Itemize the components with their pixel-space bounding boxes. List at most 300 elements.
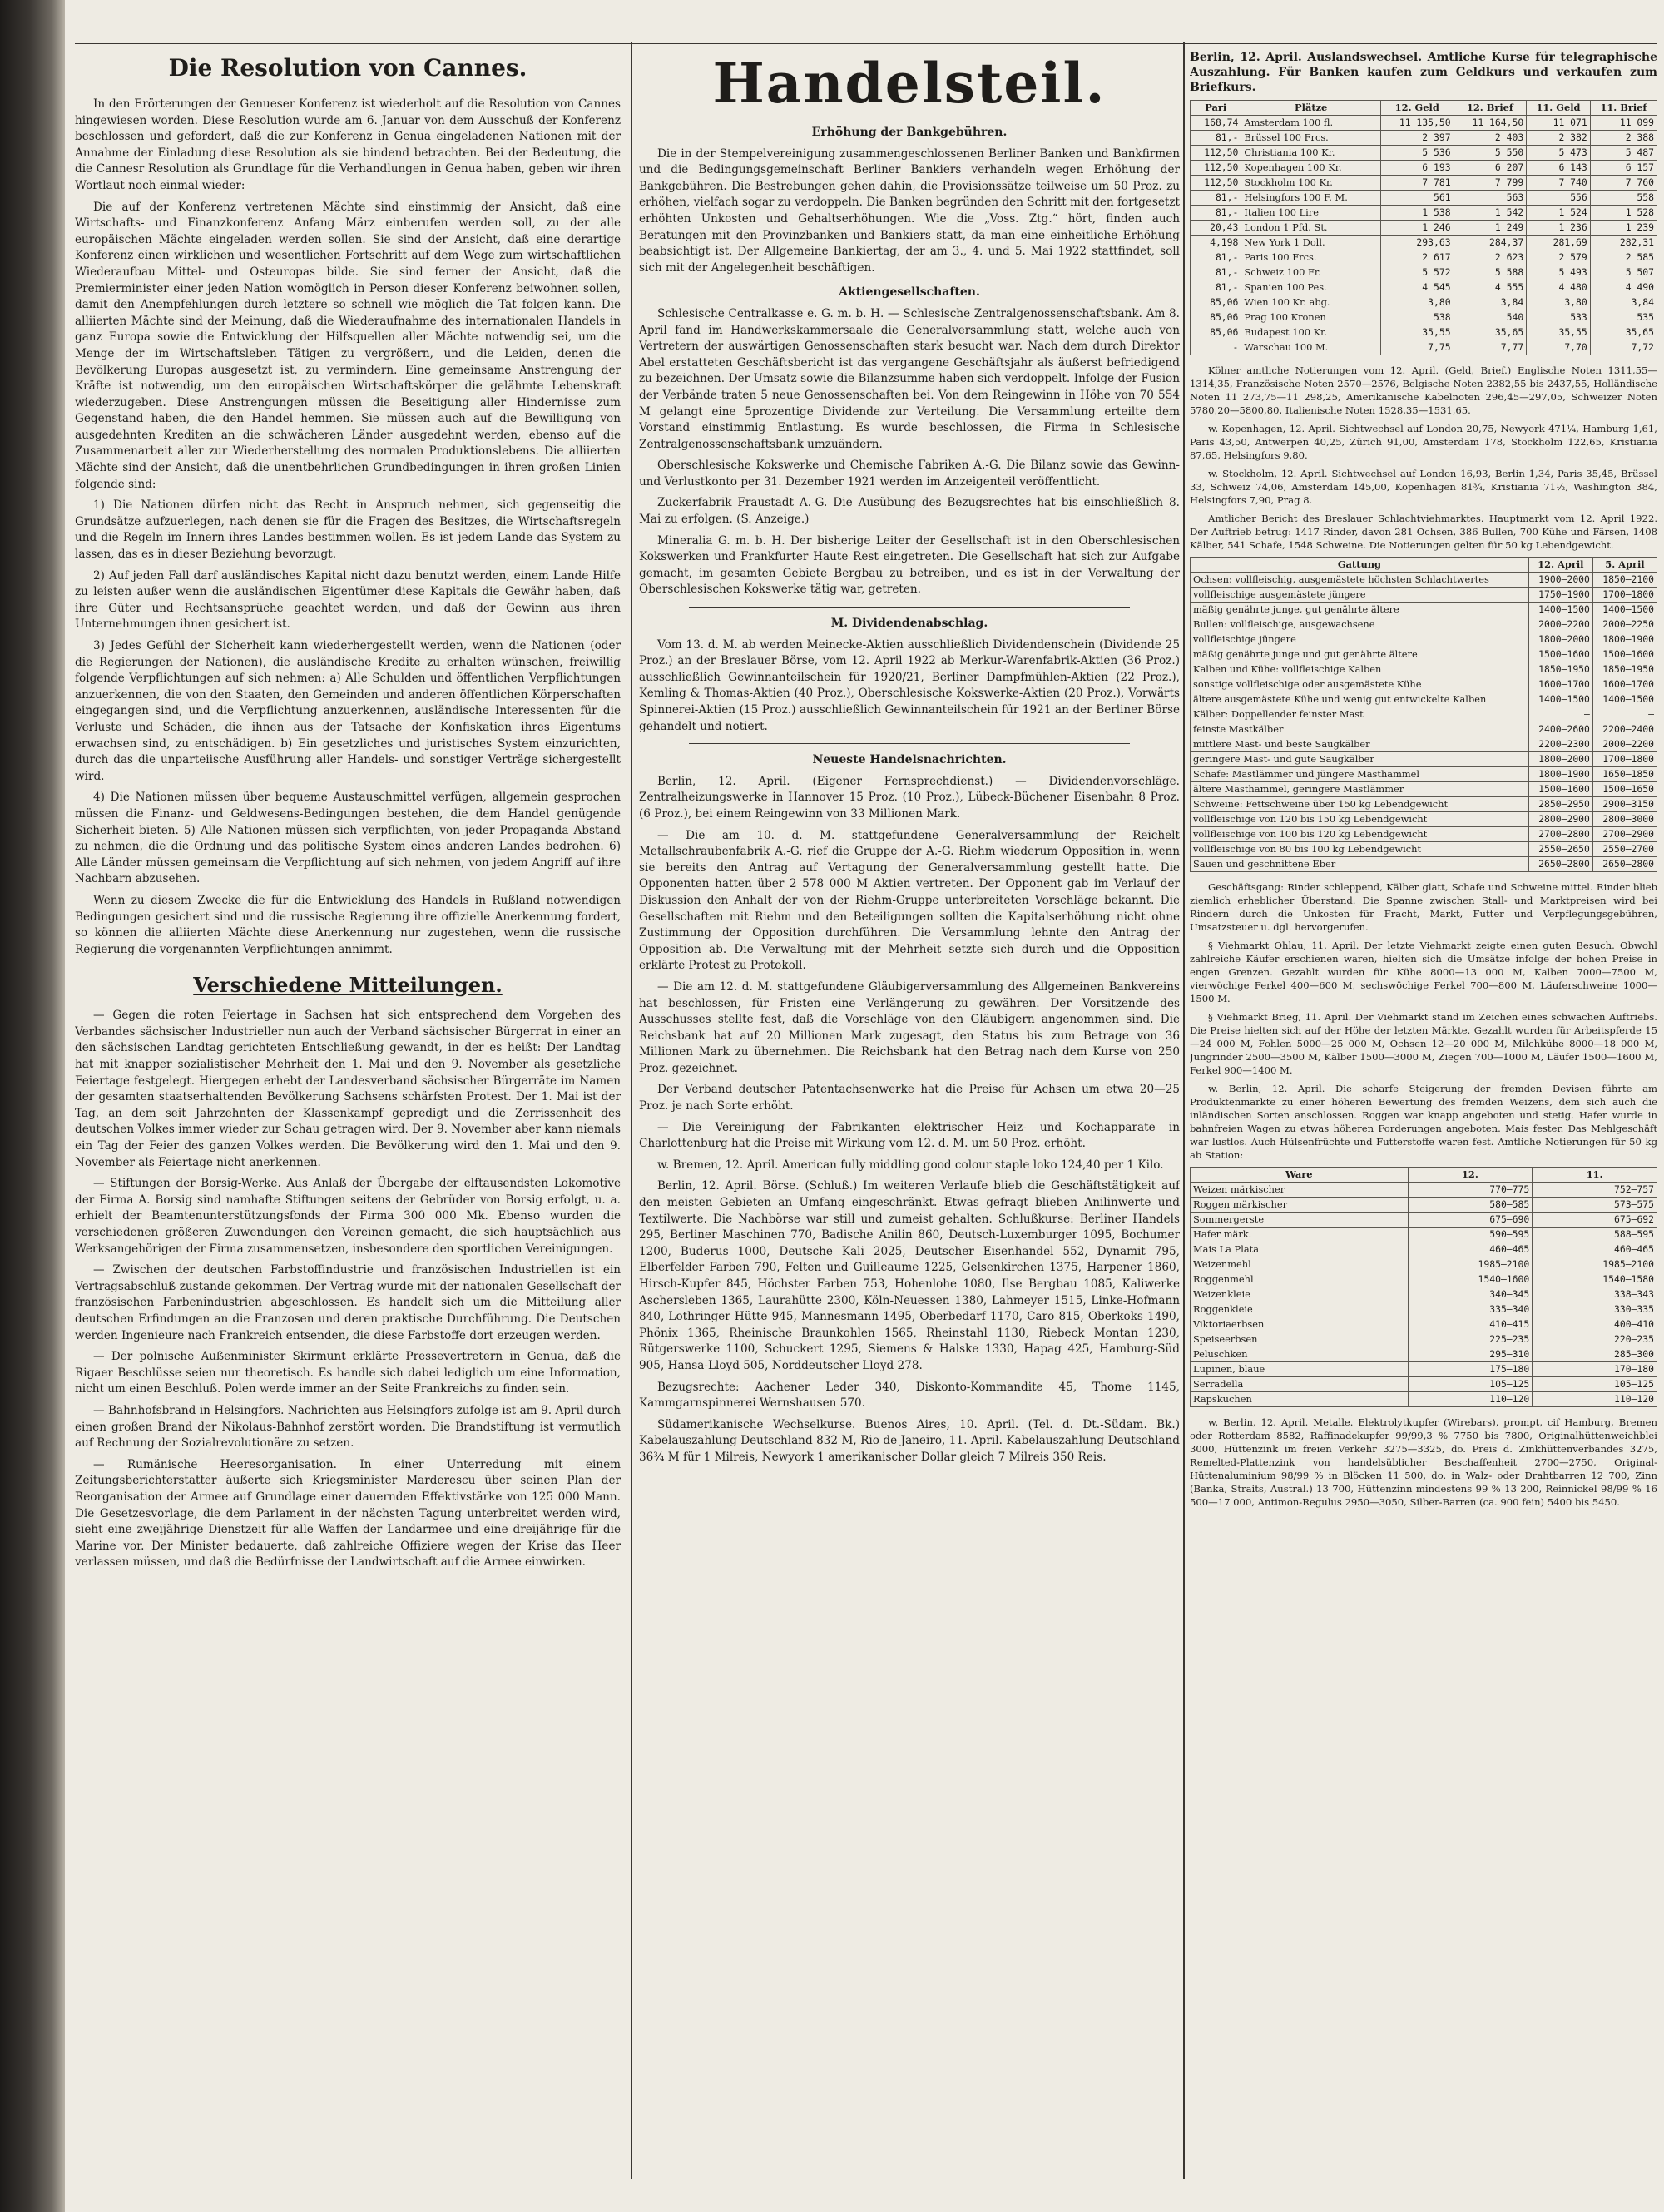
table-cell: 285—300: [1533, 1347, 1657, 1362]
table-cell: Sauen und geschnittene Eber: [1191, 857, 1529, 872]
subheading: Aktiengesellschaften.: [839, 285, 980, 300]
table-cell: 338—343: [1533, 1287, 1657, 1302]
table-cell: Viktoriaerbsen: [1191, 1317, 1409, 1332]
table-cell: 460—465: [1533, 1242, 1657, 1257]
table-row: [1191, 221, 1657, 236]
table-row: [1191, 1347, 1657, 1362]
paragraph: Die auf der Konferenz vertretenen Mächte sind einstimmig der Ansicht, daß eine Wirtschafts- und Finanzkonferenz Anfang März einberufen werden soll, zu der alle europäischen Mächte eingeladen werden sollen. Sie sind der Ansicht, daß eine derartige Konferenz einen wirklichen und wesentlichen Fortschritt auf dem Wege zum wirtschaftlichen Wiederaufbau Mittel- und Osteuropas bilde. Sie sind ferner der Ansicht, daß die Premierminister einer jeden Nation womöglich in Person dieser Konferenz beiwohnen sollen, damit den Anempfehlungen durch letztere so schnell wie möglich die Tat folgen kann. Die alliierten Mächte sind der Meinung, daß die Wiederaufnahme des internationalen Handels in ganz Europa sowie die Entwicklung der Hilfsquellen aller Mächte notwendig sei, um die Menge der im Wirtschaftsleben Tätigen zu vergrößern, und die Leiden, denen die Bevölkerung Europas ausgesetzt ist, zu vermindern. Eine gemeinsame Anstrengung der Kräfte ist notwendig, um den europäischen Wirtschaftskörper die gelähmte Lebenskraft wiederzugeben. Diese Anstrengungen müssen die Beseitigung aller Hindernisse zum Gegenstand haben, die den Handel hemmen. Sie müssen auch auf die Bewilligung von ausgedehnten Krediten an die schwächeren Länder ausgedehnt werden, ebenso auf die Zusammenarbeit aller zur Wiederherstellung des normalen Produktionslebens. Die alliierten Mächte sind der Ansicht, daß die unentbehrlichen Grundbedingungen in ihren großen Linien folgende sind:: [75, 200, 621, 491]
table-cell: 1 538: [1380, 206, 1454, 221]
table-row: [1191, 737, 1657, 752]
table-row: [1191, 797, 1657, 812]
table-cell: Warschau 100 M.: [1241, 340, 1381, 355]
paragraph: 3) Jedes Gefühl der Sicherheit kann wiederhergestellt werden, wenn die Nationen (oder die Regierungen der Nationen), die ausländische Kredite zu erhalten wünschen, freiwillig folgende Verpflichtungen auf sich nehmen: a) Alle Schulden und öffentlichen Verpflichtungen anzuerkennen, die von den Staaten, den Gemeinden und anderen öffentlichen Körperschaften eingegangen sind, und die Verpflichtung anzuerkennen, ausländische Interessenten für die Verluste und Schäden, die ihnen aus der Tatsache der Konfiskation ihres Eigentums erwachsen sind, zu entschädigen. b) Ein gesetzliches und juristisches System einzurichten, durch das die unparteiische Ausführung aller Handels- und sonstiger Verträge sichergestellt wird.: [75, 639, 621, 783]
right-column: [1190, 50, 1657, 2179]
table-cell: 1650—1850: [1592, 767, 1657, 782]
table-cell: 5 550: [1454, 146, 1527, 161]
table-cell: 7,77: [1454, 340, 1527, 355]
table-cell: 7 799: [1454, 176, 1527, 191]
middle-column: [639, 50, 1180, 2179]
column-header: 11.: [1533, 1168, 1657, 1183]
table-row: [1191, 632, 1657, 647]
column-header: 12.: [1408, 1168, 1533, 1183]
table-cell: 1 528: [1590, 206, 1657, 221]
table-cell: 81,-: [1191, 280, 1241, 295]
table-cell: 112,50: [1191, 146, 1241, 161]
table-cell: 293,63: [1380, 236, 1454, 250]
table-cell: 2900—3150: [1592, 797, 1657, 812]
paragraph: In den Erörterungen der Genueser Konferenz ist wiederholt auf die Resolution von Cannes hingewiesen worden. Diese Resolution wurde am 6. Januar von dem Ausschuß der Konferenz beschlossen und gefordert, daß die zur Konferenz in Genua eingeladenen Nationen mit der Annahme der Einladung diese Resolution als sie bindend betrachten. Bei der Bedeutung, die die Cannesr Resolution als Grundlage für die Verhandlungen in Genua haben, geben wir ihren Wortlaut noch einmal wieder:: [75, 97, 621, 192]
table-row: [1191, 1183, 1657, 1198]
left-column: [75, 50, 621, 2179]
table-cell: 7 760: [1590, 176, 1657, 191]
table-cell: 7,70: [1527, 340, 1591, 355]
table-cell: 533: [1527, 310, 1591, 325]
table-cell: 400—410: [1533, 1317, 1657, 1332]
table-cell: 6 207: [1454, 161, 1527, 176]
paragraph: w. Bremen, 12. April. American fully middling good colour staple loko 124,40 per 1 Kilo.: [657, 1158, 1164, 1172]
table-cell: mäßig genährte junge, gut genährte ältere: [1191, 603, 1529, 617]
table-cell: Roggen märkischer: [1191, 1198, 1409, 1213]
table-cell: Helsingfors 100 F. M.: [1241, 191, 1381, 206]
grain-prices-table: [1190, 1167, 1657, 1407]
table-cell: 81,-: [1191, 250, 1241, 265]
table-cell: 535: [1590, 310, 1657, 325]
table-cell: 1400—1500: [1592, 692, 1657, 707]
table-cell: Weizenkleie: [1191, 1287, 1409, 1302]
column-header: 11. Geld: [1527, 101, 1591, 116]
table-cell: 6 157: [1590, 161, 1657, 176]
table-cell: 35,55: [1380, 325, 1454, 340]
paragraph: Berlin, 12. April. Börse. (Schluß.) Im weiteren Verlaufe blieb die Geschäftstätigkeit auf den meisten Gebieten an Umfang eingeschränkt. Etwas gefragt blieben Anilinwerte und Textilwerte. Die Nachbörse war still und zumeist gehalten. Schlußkurse: Berliner Handels 295, Berliner Maschinen 770, Badische Anilin 860, Deutsch-Luxemburger 1095, Bochumer 1200, Buderus 1000, Deutsche Kali 2025, Deutscher Eisenhandel 552, Dynamit 795, Elberfelder Farben 790, Felten und Guilleaume 1225, Gelsenkirchen 1375, Harpener 1860, Hirsch-Kupfer 845, Höchster Farben 753, Hohenlohe 1080, Ilse Bergbau 1085, Kaliwerke Aschersleben 1365, Laurahütte 2300, Köln-Neuessen 1380, Lahmeyer 1515, Linke-Hofmann 840, Lothringer Hütte 945, Mannesmann 1495, Oberbedarf 1170, Caro 815, Oberkoks 1490, Phönix 1365, Rheinische Braunkohlen 1565, Rheinstahl 1130, Riebeck Montan 1230, Rütgerswerke 1100, Schuckert 1295, Siemens & Halske 1330, Hapag 425, Hamburg-Süd 905, Hansa-Lloyd 505, Norddeutscher Lloyd 278.: [639, 1179, 1180, 1372]
section-title: Verschiedene Mitteilungen.: [193, 973, 503, 998]
paragraph: § Viehmarkt Brieg, 11. April. Der Viehmarkt stand im Zeichen eines schwachen Auftriebs. Die Preise hielten sich auf der Höhe der letzten Märkte. Gezahlt wurden für Arbeitspferde 15—24 000 M, Fohlen 5000—25 000 M, Ochsen 12—20 000 M, Milchkühe 8000—18 000 M, Jungrinder 2500—3500 M, Kälber 1500—3000 M, Ziegen 700—1000 M, Läufer 1500—1600 M, Ferkel 900—1400 M.: [1190, 1011, 1657, 1076]
table-row: [1191, 767, 1657, 782]
newspaper-page: [65, 0, 1664, 2212]
table-cell: 2 617: [1380, 250, 1454, 265]
table-cell: Kopenhagen 100 Kr.: [1241, 161, 1381, 176]
exchange-rates-table: [1190, 100, 1657, 355]
paragraph: Amtlicher Bericht des Breslauer Schlachtviehmarktes. Hauptmarkt vom 12. April 1922. Der Auftrieb betrug: 1417 Rinder, davon 281 Ochsen, 386 Bullen, 700 Kühe und Färsen, 1408 Kälber, 541 Schafe, 1548 Schweine. Die Notierungen gelten für 50 kg Lebendgewicht.: [1190, 513, 1657, 551]
table-cell: 295—310: [1408, 1347, 1533, 1362]
table-cell: 85,06: [1191, 310, 1241, 325]
table-row: [1191, 603, 1657, 617]
table-cell: Serradella: [1191, 1377, 1409, 1392]
table-cell: 20,43: [1191, 221, 1241, 236]
table-cell: Schweine: Fettschweine über 150 kg Lebendgewicht: [1191, 797, 1529, 812]
table-row: [1191, 1332, 1657, 1347]
separator: [689, 607, 1130, 608]
table-cell: 6 193: [1380, 161, 1454, 176]
table-cell: 1985—2100: [1533, 1257, 1657, 1272]
table-cell: Roggenmehl: [1191, 1272, 1409, 1287]
table-cell: 1900—2000: [1528, 573, 1592, 588]
table-cell: vollfleischige ausgemästete jüngere: [1191, 588, 1529, 603]
table-row: [1191, 677, 1657, 692]
table-cell: 220—235: [1533, 1332, 1657, 1347]
table-cell: 81,-: [1191, 191, 1241, 206]
table-cell: 1750—1900: [1528, 588, 1592, 603]
table-cell: —: [1592, 707, 1657, 722]
table-row: [1191, 161, 1657, 176]
table-cell: Rapskuchen: [1191, 1392, 1409, 1407]
table-cell: 573—575: [1533, 1198, 1657, 1213]
paragraph: Südamerikanische Wechselkurse. Buenos Aires, 10. April. (Tel. d. Dt.-Südam. Bk.) Kabelauszahlung Deutschland 832 M, Rio de Janeiro, 11. April. Kabelauszahlung Deutschland 36¾ M für 1 Milreis, Newyork 1 amerikanischer Dollar gleich 7 Milreis 350 Reis.: [639, 1417, 1180, 1464]
table-cell: 2 403: [1454, 131, 1527, 146]
table-cell: 558: [1590, 191, 1657, 206]
table-cell: 580—585: [1408, 1198, 1533, 1213]
table-cell: 110—120: [1408, 1392, 1533, 1407]
paragraph: § Viehmarkt Ohlau, 11. April. Der letzte Viehmarkt zeigte einen guten Besuch. Obwohl zahlreiche Käufer erschienen waren, hielten sich die Umsätze infolge der hohen Preise in engen Grenzen. Gezahlt wurden für Kühe 8000—13 000 M, Kalben 7000—7500 M, vierwöchige Ferkel 400—600 M, sechswöchige Ferkel 700—800 M, Läuferschweine 1000—1500 M.: [1190, 940, 1657, 1004]
table-cell: 2 397: [1380, 131, 1454, 146]
table-cell: 556: [1527, 191, 1591, 206]
paragraph: — Gegen die roten Feiertage in Sachsen hat sich entsprechend dem Vorgehen des Verbandes sächsischer Industrieller nun auch der Verband sächsischer Bürgerrat in einer an den sächsischen Landtag gerichteten Entschließung gewandt, in der es heißt: Der Landtag hat mit knapper sozialistischer Mehrheit den 1. Mai und den 9. November als gesetzliche Feiertage festgelegt. Hiergegen erhebt der Landesverband sächsischer Bürgerräte im Namen der gesamten staatserhaltenden Bevölkerung Sachsens schärfsten Protest. Der 1. Mai ist der Tag, an dem seit Jahrzehnten der Klassenkampf gepredigt und die Zerrissenheit des deutschen Volkes immer wieder zur Schau getragen wird. Der 9. November aber kann niemals ein Tag der Feier des ganzen Volkes werden. Die Bevölkerung wird den 1. Mai und den 9. November als Feiertage nicht anerkennen.: [75, 1009, 621, 1169]
table-row: [1191, 340, 1657, 355]
table-cell: 1850—2100: [1592, 573, 1657, 588]
table-cell: 284,37: [1454, 236, 1527, 250]
table-cell: mäßig genährte junge und gut genährte ältere: [1191, 647, 1529, 662]
table-cell: 1800—1900: [1528, 767, 1592, 782]
table-cell: 1700—1800: [1592, 752, 1657, 767]
table-cell: Bullen: vollfleischige, ausgewachsene: [1191, 617, 1529, 632]
table-cell: 5 493: [1527, 265, 1591, 280]
column-header: 12. Brief: [1454, 101, 1527, 116]
table-cell: Speiseerbsen: [1191, 1332, 1409, 1347]
table-cell: 2 579: [1527, 250, 1591, 265]
table-cell: 282,31: [1590, 236, 1657, 250]
column-header: 11. Brief: [1590, 101, 1657, 116]
table-cell: 590—595: [1408, 1228, 1533, 1242]
table-row: [1191, 1377, 1657, 1392]
column-header: 12. April: [1528, 558, 1592, 573]
table-cell: 2200—2400: [1592, 722, 1657, 737]
column-rule: [1183, 42, 1185, 2179]
table-cell: 752—757: [1533, 1183, 1657, 1198]
table-cell: sonstige vollfleischige oder ausgemästete Kühe: [1191, 677, 1529, 692]
table-cell: Wien 100 Kr. abg.: [1241, 295, 1381, 310]
table-cell: 3,80: [1527, 295, 1591, 310]
table-cell: 2 382: [1527, 131, 1591, 146]
paragraph: w. Kopenhagen, 12. April. Sichtwechsel auf London 20,75, Newyork 471¼, Hamburg 1,61, Paris 43,50, Antwerpen 40,25, Zürich 91,00, Amsterdam 178, Stockholm 122,65, Kristiania 87,65, Helsingfors 9,80.: [1190, 423, 1657, 461]
table-cell: 4 545: [1380, 280, 1454, 295]
table-cell: Spanien 100 Pes.: [1241, 280, 1381, 295]
table-cell: —: [1528, 707, 1592, 722]
table-cell: 170—180: [1533, 1362, 1657, 1377]
top-rule: [75, 43, 1657, 44]
table-cell: 1400—1500: [1592, 603, 1657, 617]
table-cell: 81,-: [1191, 265, 1241, 280]
paragraph: Kölner amtliche Notierungen vom 12. April. (Geld, Brief.) Englische Noten 1311,55—1314,35, Französische Noten 2570—2576, Belgische Noten 2382,55 bis 2437,55, Holländische Noten 11 273,75—11 298,25, Amerikanische Kabelnoten 296,45—297,05, Schweizer Noten 5780,20—5800,80, Italienische Noten 1528,35—1531,65.: [1190, 365, 1657, 416]
table-cell: 105—125: [1533, 1377, 1657, 1392]
column-header: 5. April: [1592, 558, 1657, 573]
table-cell: Sommergerste: [1191, 1213, 1409, 1228]
table-cell: 7,72: [1590, 340, 1657, 355]
table-cell: 460—465: [1408, 1242, 1533, 1257]
paragraph: Geschäftsgang: Rinder schleppend, Kälber glatt, Schafe und Schweine mittel. Rinder blieb ziemlich erheblicher Überstand. Die Spanne zwischen Stall- und Marktpreisen wird bei Rindern durch die Unkosten für Fracht, Markt, Futter und Verpflegungsgebühren, Umsatzsteuer u. dgl. hervorgerufen.: [1190, 881, 1657, 933]
table-cell: 11 135,50: [1380, 116, 1454, 131]
table-cell: Weizenmehl: [1191, 1257, 1409, 1272]
table-cell: 1700—1800: [1592, 588, 1657, 603]
table-cell: 563: [1454, 191, 1527, 206]
table-row: [1191, 573, 1657, 588]
table-cell: 2 585: [1590, 250, 1657, 265]
subheading: M. Dividendenabschlag.: [830, 617, 988, 631]
table-cell: 2850—2950: [1528, 797, 1592, 812]
table-cell: 1985—2100: [1408, 1257, 1533, 1272]
table-row: [1191, 1317, 1657, 1332]
table-cell: 1 542: [1454, 206, 1527, 221]
table-row: [1191, 707, 1657, 722]
table-row: [1191, 1213, 1657, 1228]
separator: [689, 743, 1130, 744]
table-cell: 340—345: [1408, 1287, 1533, 1302]
table-cell: geringere Mast- und gute Saugkälber: [1191, 752, 1529, 767]
table-cell: London 1 Pfd. St.: [1241, 221, 1381, 236]
table-cell: 1 239: [1590, 221, 1657, 236]
table-cell: 2000—2200: [1592, 737, 1657, 752]
table-cell: 5 572: [1380, 265, 1454, 280]
paragraph: Zuckerfabrik Fraustadt A.-G. Die Ausübung des Bezugsrechtes hat bis einschließlich 8. Mai zu erfolgen. (S. Anzeige.): [639, 496, 1180, 527]
livestock-prices-table: [1190, 557, 1657, 872]
paragraph: Der Verband deutscher Patentachsenwerke hat die Preise für Achsen um etwa 20—25 Proz. je nach Sorte erhöht.: [639, 1083, 1180, 1113]
table-cell: 85,06: [1191, 295, 1241, 310]
table-cell: 335—340: [1408, 1302, 1533, 1317]
table-cell: Kalben und Kühe: vollfleischige Kalben: [1191, 662, 1529, 677]
table-cell: ältere Masthammel, geringere Mastlämmer: [1191, 782, 1529, 797]
table-cell: 675—690: [1408, 1213, 1533, 1228]
column-header: Gattung: [1191, 558, 1529, 573]
table-cell: 1500—1600: [1592, 647, 1657, 662]
table-cell: 225—235: [1408, 1332, 1533, 1347]
table-cell: 5 588: [1454, 265, 1527, 280]
table-cell: 5 536: [1380, 146, 1454, 161]
table-cell: 4,198: [1191, 236, 1241, 250]
table-cell: Ochsen: vollfleischig, ausgemästete höchsten Schlachtwertes: [1191, 573, 1529, 588]
table-row: [1191, 176, 1657, 191]
column-header: Ware: [1191, 1168, 1409, 1183]
table-cell: 4 480: [1527, 280, 1591, 295]
table-cell: 561: [1380, 191, 1454, 206]
table-cell: 11 164,50: [1454, 116, 1527, 131]
table-row: [1191, 1362, 1657, 1377]
table-row: [1191, 857, 1657, 872]
table-cell: 4 555: [1454, 280, 1527, 295]
table-cell: 2650—2800: [1592, 857, 1657, 872]
table-cell: Italien 100 Lire: [1241, 206, 1381, 221]
section-masthead: Handelsteil.: [712, 51, 1107, 116]
table-cell: 5 473: [1527, 146, 1591, 161]
book-binding: [0, 0, 65, 2212]
table-cell: 1800—2000: [1528, 752, 1592, 767]
table-cell: 3,84: [1590, 295, 1657, 310]
table-row: [1191, 752, 1657, 767]
table-cell: Weizen märkischer: [1191, 1183, 1409, 1198]
column-header: 12. Geld: [1380, 101, 1454, 116]
paragraph: Oberschlesische Kokswerke und Chemische Fabriken A.-G. Die Bilanz sowie das Gewinn- und Verlustkonto per 31. Dezember 1921 werden im Anzeigenteil veröffentlicht.: [639, 459, 1180, 489]
table-cell: 281,69: [1527, 236, 1591, 250]
table-row: [1191, 1242, 1657, 1257]
table-cell: 110—120: [1533, 1392, 1657, 1407]
paragraph: 1) Die Nationen dürfen nicht das Recht in Anspruch nehmen, sich gegenseitig die Grundsätze aufzuerlegen, nach denen sie für die Fragen des Besitzes, die Wirtschaftsregeln und die Regeln im Innern ihres Landes bestimmen wollen. Es ist jedem Lande das System zu lassen, das es in dieser Beziehung bevorzugt.: [75, 498, 621, 562]
table-cell: 81,-: [1191, 206, 1241, 221]
table-cell: 1600—1700: [1528, 677, 1592, 692]
table-cell: 2400—2600: [1528, 722, 1592, 737]
table-cell: 5 487: [1590, 146, 1657, 161]
table-row: [1191, 827, 1657, 842]
table-row: [1191, 295, 1657, 310]
table-cell: mittlere Mast- und beste Saugkälber: [1191, 737, 1529, 752]
table-cell: 410—415: [1408, 1317, 1533, 1332]
table-row: [1191, 1392, 1657, 1407]
table-row: [1191, 842, 1657, 857]
table-row: [1191, 1257, 1657, 1272]
table-cell: 1800—1900: [1592, 632, 1657, 647]
table-row: [1191, 617, 1657, 632]
table-cell: 11 099: [1590, 116, 1657, 131]
table-cell: Schweiz 100 Fr.: [1241, 265, 1381, 280]
table-cell: 35,55: [1527, 325, 1591, 340]
table-cell: 2700—2800: [1528, 827, 1592, 842]
table-cell: Hafer märk.: [1191, 1228, 1409, 1242]
table-cell: 35,65: [1454, 325, 1527, 340]
table-cell: 168,74: [1191, 116, 1241, 131]
table-cell: 175—180: [1408, 1362, 1533, 1377]
table-cell: ältere ausgemästete Kühe und wenig gut entwickelte Kalben: [1191, 692, 1529, 707]
column-rule: [631, 42, 632, 2179]
table-cell: Amsterdam 100 fl.: [1241, 116, 1381, 131]
paragraph: Die in der Stempelvereinigung zusammengeschlossenen Berliner Banken und Bankfirmen und die Bedingungsgemeinschaft Berliner Bankiers verhandeln wegen Erhöhung der Bankgebühren. Die Bestrebungen gehen dahin, die Provisionssätze teilweise um 50 Proz. zu erhöhen, vielfach sogar zu verdoppeln. Die Banken begründen den Schritt mit den fortgesetzt erhöhten Unkosten und Gehaltserhöhungen. Wie die „Voss. Ztg.“ hört, finden auch Beratungen mit den Provinzbanken und Bankiers statt, da man eine einheitliche Erhöhung beabsichtigt ist. Der Allgemeine Bankiertag, der am 3., 4. und 5. Mai 1922 stattfindet, soll sich mit der Angelegenheit beschäftigen.: [639, 146, 1180, 275]
table-cell: Peluschken: [1191, 1347, 1409, 1362]
table-cell: 112,50: [1191, 161, 1241, 176]
table-row: [1191, 588, 1657, 603]
subheading: Neueste Handelsnachrichten.: [812, 753, 1007, 767]
table-cell: 1 249: [1454, 221, 1527, 236]
table-cell: 330—335: [1533, 1302, 1657, 1317]
table-cell: Paris 100 Frcs.: [1241, 250, 1381, 265]
paragraph: — Der polnische Außenminister Skirmunt erklärte Pressevertretern in Genua, daß die Rigaer Beschlüsse seien nur theoretisch. Es handle sich dabei lediglich um eine Information, nicht um einen Beschluß. Polen werde immer an der Seite Frankreichs zu finden sein.: [75, 1350, 621, 1396]
table-row: [1191, 647, 1657, 662]
table-cell: Stockholm 100 Kr.: [1241, 176, 1381, 191]
column-header: Pari: [1191, 101, 1241, 116]
table-cell: vollfleischige von 80 bis 100 kg Lebendgewicht: [1191, 842, 1529, 857]
table-cell: Roggenkleie: [1191, 1302, 1409, 1317]
table-cell: vollfleischige von 120 bis 150 kg Lebendgewicht: [1191, 812, 1529, 827]
paragraph: Berlin, 12. April. (Eigener Fernsprechdienst.) — Dividendenvorschläge. Zentralheizungswerke in Hannover 15 Proz. (10 Proz.), Lübeck-Büchener Eisenbahn 8 Proz. (6 Proz.), bei einem Reingewinn von 33 Millionen Mark.: [639, 774, 1180, 821]
table-cell: 1400—1500: [1528, 603, 1592, 617]
table-row: [1191, 191, 1657, 206]
table-cell: 2 623: [1454, 250, 1527, 265]
table-cell: Brüssel 100 Frcs.: [1241, 131, 1381, 146]
table-cell: New York 1 Doll.: [1241, 236, 1381, 250]
table-cell: 770—775: [1408, 1183, 1533, 1198]
table-row: [1191, 722, 1657, 737]
table-cell: 1800—2000: [1528, 632, 1592, 647]
table-cell: 1 236: [1527, 221, 1591, 236]
table-cell: 1540—1580: [1533, 1272, 1657, 1287]
table-cell: 1850—1950: [1528, 662, 1592, 677]
paragraph: — Zwischen der deutschen Farbstoffindustrie und französischen Industriellen ist ein Vertragsabschluß zustande gekommen. Der Vertrag wurde mit der nationalen Gesellschaft der französischen Farbenindustrien abgeschlossen. Es handelt sich um die Mitteilung aller deutschen Erfindungen an die Franzosen und deren praktische Durchführung. Die Deutschen werden Ingenieure nach Frankreich entsenden, die diese Farbstoffe dort erzeugen werden.: [75, 1263, 621, 1342]
table-cell: feinste Mastkälber: [1191, 722, 1529, 737]
table-cell: 2800—3000: [1592, 812, 1657, 827]
subheading: Erhöhung der Bankgebühren.: [811, 126, 1008, 139]
table-cell: 1400—1500: [1528, 692, 1592, 707]
table-cell: 7,75: [1380, 340, 1454, 355]
paragraph: Vom 13. d. M. ab werden Meinecke-Aktien ausschließlich Dividendenschein (Dividende 25 Proz.) an der Breslauer Börse, vom 12. April 1922 ab Merkur-Warenfabrik-Aktien (36 Proz.) ausschließlich Gewinnanteilschein für 1920/21, Berliner Dampfmühlen-Aktien (22 Proz.), Kemling & Thomas-Aktien (40 Proz.), Oberschlesische Kokswerke-Aktien (20 Proz.), Vorwärts Spinnerei-Aktien (15 Proz.) ausschließlich Gewinnanteilschein für 1921 an der Berliner Börse gehandelt und notiert.: [639, 637, 1180, 733]
paragraph: — Rumänische Heeresorganisation. In einer Unterredung mit einem Zeitungsberichterstatter äußerte sich Kriegsminister Marderescu über seinen Plan der Reorganisation der Armee auf Grundlage einer dauernden Effektivstärke von 125 000 Mann. Die Gesetzesvorlage, die dem Parlament in der nächsten Tagung unterbreitet werden wird, sieht eine zweijährige Dienstzeit für alle Waffen der Landarmee und eine dreijährige für die Marine vor. Der Minister bedauerte, daß zahlreiche Offiziere wegen der Krise das Heer verlassen müssen, und daß die Bedürfnisse der Landwirtschaft auf die Armee einwirken.: [75, 1457, 621, 1570]
table-cell: Lupinen, blaue: [1191, 1362, 1409, 1377]
table-cell: 2 388: [1590, 131, 1657, 146]
table-row: [1191, 250, 1657, 265]
table-cell: 3,84: [1454, 295, 1527, 310]
exchange-header: Berlin, 12. April. Auslandswechsel. Amtliche Kurse für telegraphische Auszahlung. Für Banken kaufen zum Geldkurs und verkaufen zum Briefkurs.: [1190, 51, 1657, 94]
table-cell: 1500—1650: [1592, 782, 1657, 797]
table-row: [1191, 265, 1657, 280]
table-row: [1191, 1302, 1657, 1317]
table-cell: -: [1191, 340, 1241, 355]
table-row: [1191, 662, 1657, 677]
table-row: [1191, 1272, 1657, 1287]
article-title: Die Resolution von Cannes.: [168, 54, 527, 82]
paragraph: Wenn zu diesem Zwecke die für die Entwicklung des Handels in Rußland notwendigen Bedingungen gesichert sind und die russische Regierung ihre offizielle Anerkennung fordert, so können die alliierten Mächte diese Anerkennung nur zugestehen, wenn die russische Regierung die vorgenannten Verpflichtungen annimmt.: [75, 893, 621, 956]
table-cell: 2650—2800: [1528, 857, 1592, 872]
table-row: [1191, 206, 1657, 221]
table-cell: 4 490: [1590, 280, 1657, 295]
table-cell: 7 781: [1380, 176, 1454, 191]
table-row: [1191, 116, 1657, 131]
table-cell: 538: [1380, 310, 1454, 325]
table-cell: 81,-: [1191, 131, 1241, 146]
table-cell: 1500—1600: [1528, 782, 1592, 797]
table-cell: 105—125: [1408, 1377, 1533, 1392]
table-row: [1191, 310, 1657, 325]
table-row: [1191, 1198, 1657, 1213]
table-cell: 1 524: [1527, 206, 1591, 221]
table-row: [1191, 236, 1657, 250]
table-cell: 675—692: [1533, 1213, 1657, 1228]
table-cell: 2550—2650: [1528, 842, 1592, 857]
table-row: [1191, 325, 1657, 340]
table-cell: Kälber: Doppellender feinster Mast: [1191, 707, 1529, 722]
column-header: Plätze: [1241, 101, 1381, 116]
table-row: [1191, 146, 1657, 161]
table-cell: 2000—2200: [1528, 617, 1592, 632]
table-cell: 588—595: [1533, 1228, 1657, 1242]
paragraph: w. Berlin, 12. April. Metalle. Elektrolytkupfer (Wirebars), prompt, cif Hamburg, Bremen oder Rotterdam 8582, Raffinadekupfer 99/99,3 % 7750 bis 7800, Originalhüttenweichblei 3000, Hüttenzink im freien Verkehr 3275—3325, do. Preis d. Zinkhüttenverbandes 3275, Remelted-Plattenzink von handelsüblicher Beschaffenheit 2700—2750, Original-Hüttenaluminium 98/99 % in Blöcken 11 500, do. in Walz- oder Drahtbarren 12 700, Zinn (Banka, Straits, Austral.) 13 700, Hüttenzinn mindestens 99 % 13 200, Reinnickel 98/99 % 16 500—17 000, Antimon-Regulus 2950—3050, Silber-Barren (ca. 900 fein) 5400 bis 5450.: [1190, 1416, 1657, 1508]
table-cell: 2700—2900: [1592, 827, 1657, 842]
table-cell: 1500—1600: [1528, 647, 1592, 662]
table-cell: Prag 100 Kronen: [1241, 310, 1381, 325]
table-cell: Schafe: Mastlämmer und jüngere Masthammel: [1191, 767, 1529, 782]
table-cell: 5 507: [1590, 265, 1657, 280]
table-cell: 112,50: [1191, 176, 1241, 191]
table-cell: 2550—2700: [1592, 842, 1657, 857]
table-cell: Christiania 100 Kr.: [1241, 146, 1381, 161]
table-cell: 3,80: [1380, 295, 1454, 310]
table-row: [1191, 280, 1657, 295]
table-row: [1191, 1228, 1657, 1242]
table-cell: 7 740: [1527, 176, 1591, 191]
paragraph: — Stiftungen der Borsig-Werke. Aus Anlaß der Übergabe der elftausendsten Lokomotive der Firma A. Borsig sind namhafte Stiftungen seitens der Gebrüder von Borsig erfolgt, u. a. erhielt der Beamtenunterstützungsfonds der Firma 300 000 Mk. Ebenso wurden die verschiedenen größeren Zuwendungen den Vereinen gemacht, die sich hauptsächlich aus Werksangehörigen der Firma zusammensetzen, insbesondere den sportlichen Vereinigungen.: [75, 1177, 621, 1256]
paragraph: w. Stockholm, 12. April. Sichtwechsel auf London 16,93, Berlin 1,34, Paris 35,45, Brüssel 33, Schweiz 74,06, Amsterdam 145,00, Kopenhagen 81¾, Kristiania 71½, Washington 384, Helsingfors 7,90, Prag 8.: [1190, 468, 1657, 506]
table-cell: 2800—2900: [1528, 812, 1592, 827]
paragraph: — Die am 12. d. M. stattgefundene Gläubigerversammlung des Allgemeinen Bankvereins hat beschlossen, für Fristen eine Verlängerung zu gewähren. Der Vorsitzende des Ausschusses stellte fest, daß die Vorschläge von den Gläubigern angenommen sind. Die Reichsbank hat auf 20 Millionen Mark zugesagt, den Status bis zum Betrage von 36 Millionen Mark zu übernehmen. Die Reichsbank hat den Betrag nach dem Kurse von 250 Proz. gezeichnet.: [639, 980, 1180, 1075]
paragraph: 2) Auf jeden Fall darf ausländisches Kapital nicht dazu benutzt werden, einem Lande Hilfe zu leisten außer wenn die ausländischen Eigentümer diese Kapitals die Gewähr haben, daß ihre Güter und Rechtsansprüche geachtet werden, und daß der Gewinn aus ihren Unternehmungen ihnen gesichert ist.: [75, 568, 621, 632]
table-cell: 540: [1454, 310, 1527, 325]
table-cell: 85,06: [1191, 325, 1241, 340]
paragraph: — Bahnhofsbrand in Helsingfors. Nachrichten aus Helsingfors zufolge ist am 9. April durch einen großen Brand der Nikolaus-Bahnhof zerstört worden. Die Brandstiftung ist vermutlich auf Rechnung der Sozialrevolutionäre zu setzen.: [75, 1403, 621, 1451]
table-cell: vollfleischige von 100 bis 120 kg Lebendgewicht: [1191, 827, 1529, 842]
table-cell: 2000—2250: [1592, 617, 1657, 632]
paragraph: 4) Die Nationen müssen über bequeme Austauschmittel verfügen, allgemein gesprochen müssen die Finanz- und Geldwesens-Bedingungen bestehen, die dem Handel genügende Sicherheit bieten. 5) Alle Nationen müssen sich verpflichten, von jeder Propaganda Abstand zu nehmen, die die Ordnung und das politische System eines anderen Landes bedrohen. 6) Alle Länder müssen gemeinsam die Verpflichtung auf sich nehmen, von jedem Angriff auf ihre Nachbarn abzusehen.: [75, 791, 621, 886]
